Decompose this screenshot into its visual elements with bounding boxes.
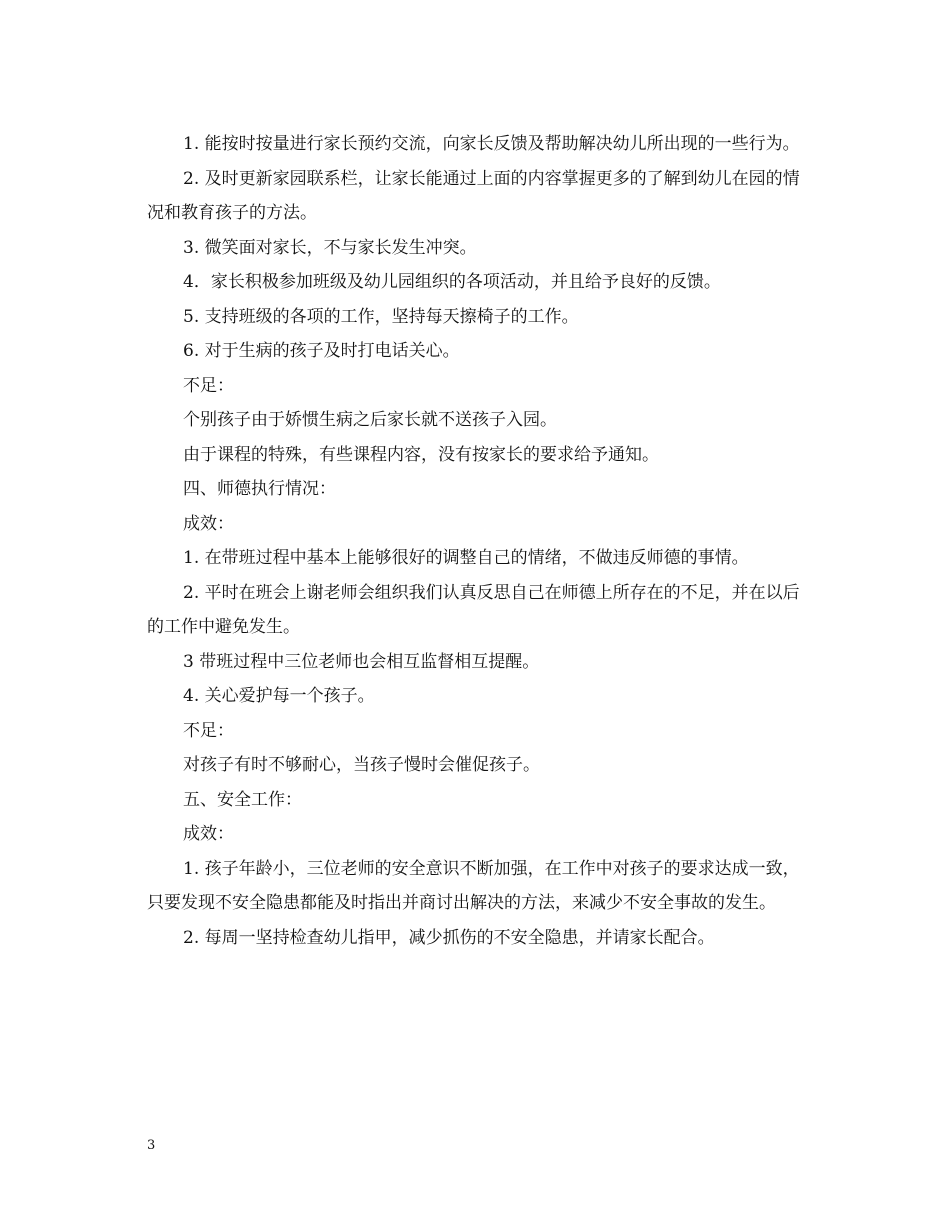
paragraph: 3 带班过程中三位老师也会相互监督相互提醒。 (183, 651, 540, 672)
paragraph: 1. 孩子年龄小，三位老师的安全意识不断加强，在工作中对孩子的要求达成一致，只要发现不安全隐患都能及时指出并商讨出解决的方法，来减少不安全事故的发生。 (147, 858, 800, 913)
section-subheading: 成效： (183, 824, 234, 844)
paragraph: 2. 平时在班会上谢老师会组织我们认真反思自己在师德上所存在的不足，并在以后的工作中避免发生。 (147, 582, 800, 637)
section-subheading: 不足： (183, 720, 234, 741)
paragraph: 4. 关心爱护每一个孩子。 (183, 686, 375, 706)
page-number: 3 (147, 1138, 156, 1153)
paragraph: 2. 及时更新家园联系栏，让家长能通过上面的内容掌握更多的了解到幼儿在园的情况和教育孩子的方法。 (147, 168, 800, 223)
section-heading: 五、安全工作： (183, 789, 302, 810)
paragraph: 个别孩子由于娇惯生病之后家长就不送孩子入园。 (183, 410, 557, 430)
paragraph: 2. 每周一坚持检查幼儿指甲，减少抓伤的不安全隐患，并请家长配合。 (183, 927, 715, 948)
section-heading: 四、师德执行情况： (183, 479, 336, 499)
paragraph: 1. 能按时按量进行家长预约交流，向家长反馈及帮助解决幼儿所出现的一些行为。 (183, 134, 800, 154)
paragraph: 1. 在带班过程中基本上能够很好的调整自己的情绪，不做违反师德的事情。 (183, 548, 749, 568)
section-subheading: 不足： (183, 375, 234, 396)
paragraph: 对孩子有时不够耐心，当孩子慢时会催促孩子。 (183, 755, 540, 775)
paragraph: 4．家长积极参加班级及幼儿园组织的各项活动，并且给予良好的反馈。 (183, 272, 721, 292)
document-body (147, 127, 807, 955)
paragraph: 由于课程的特殊，有些课程内容，没有按家长的要求给予通知。 (183, 444, 659, 465)
paragraph: 3. 微笑面对家长，不与家长发生冲突。 (183, 237, 477, 258)
section-subheading: 成效： (183, 513, 234, 534)
paragraph: 6. 对于生病的孩子及时打电话关心。 (183, 341, 460, 361)
paragraph: 5. 支持班级的各项的工作，坚持每天擦椅子的工作。 (183, 306, 579, 327)
